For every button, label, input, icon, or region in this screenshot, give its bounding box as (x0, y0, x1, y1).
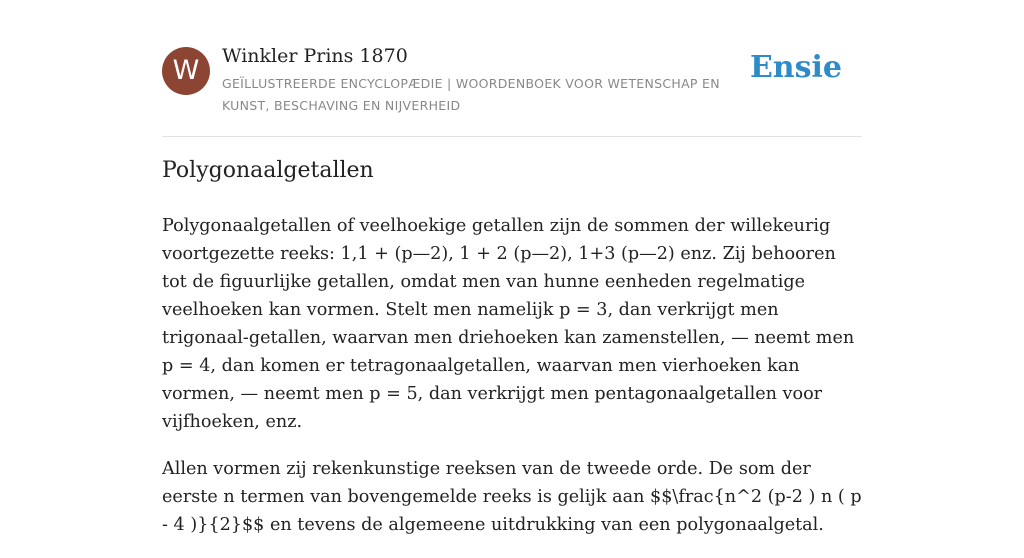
ensie-logo-link[interactable]: Ensie (749, 50, 842, 85)
article-paragraph: Polygonaalgetallen of veelhoekige getallen zijn de sommen der willekeurig voortgezette reeks: 1,1 + (p—2), 1 + 2 (p—2), 1+3 (p—2) enz. Zij behooren tot de figuurlijke getallen, omdat men van hunne eenheden regelmatige veelhoeken kan vormen. Stelt men namelijk p = 3, dan verkrijgt men trigonaal-getallen, waarvan men driehoeken kan zamenstellen, — neemt men p = 4, dan komen er tetragonaalgetallen, waarvan men vierhoeken kan vormen, — neemt men p = 5, dan verkrijgt men pentagonaalgetallen voor vijfhoeken, enz. (162, 216, 855, 432)
source-header (162, 44, 862, 137)
article-title: Polygonaalgetallen (162, 158, 374, 183)
source-title[interactable]: Winkler Prins 1870 (222, 45, 408, 67)
source-avatar[interactable]: W (162, 47, 210, 95)
article-body (162, 212, 862, 558)
source-subtitle: GEÏLLUSTREERDE ENCYCLOPÆDIE | WOORDENBOEK VOOR WETENSCHAP EN KUNST, BESCHAVING EN NIJVERHEID (222, 76, 720, 113)
article-paragraph: Allen vormen zij rekenkunstige reeksen van de tweede orde. De som der eerste n termen van bovengemelde reeks is gelijk aan $$\frac{n^2 (p-2 ) n ( p - 4 )}{2}$$ en tevens de algemeene uitdrukking van een polygonaalgetal. (162, 459, 862, 535)
